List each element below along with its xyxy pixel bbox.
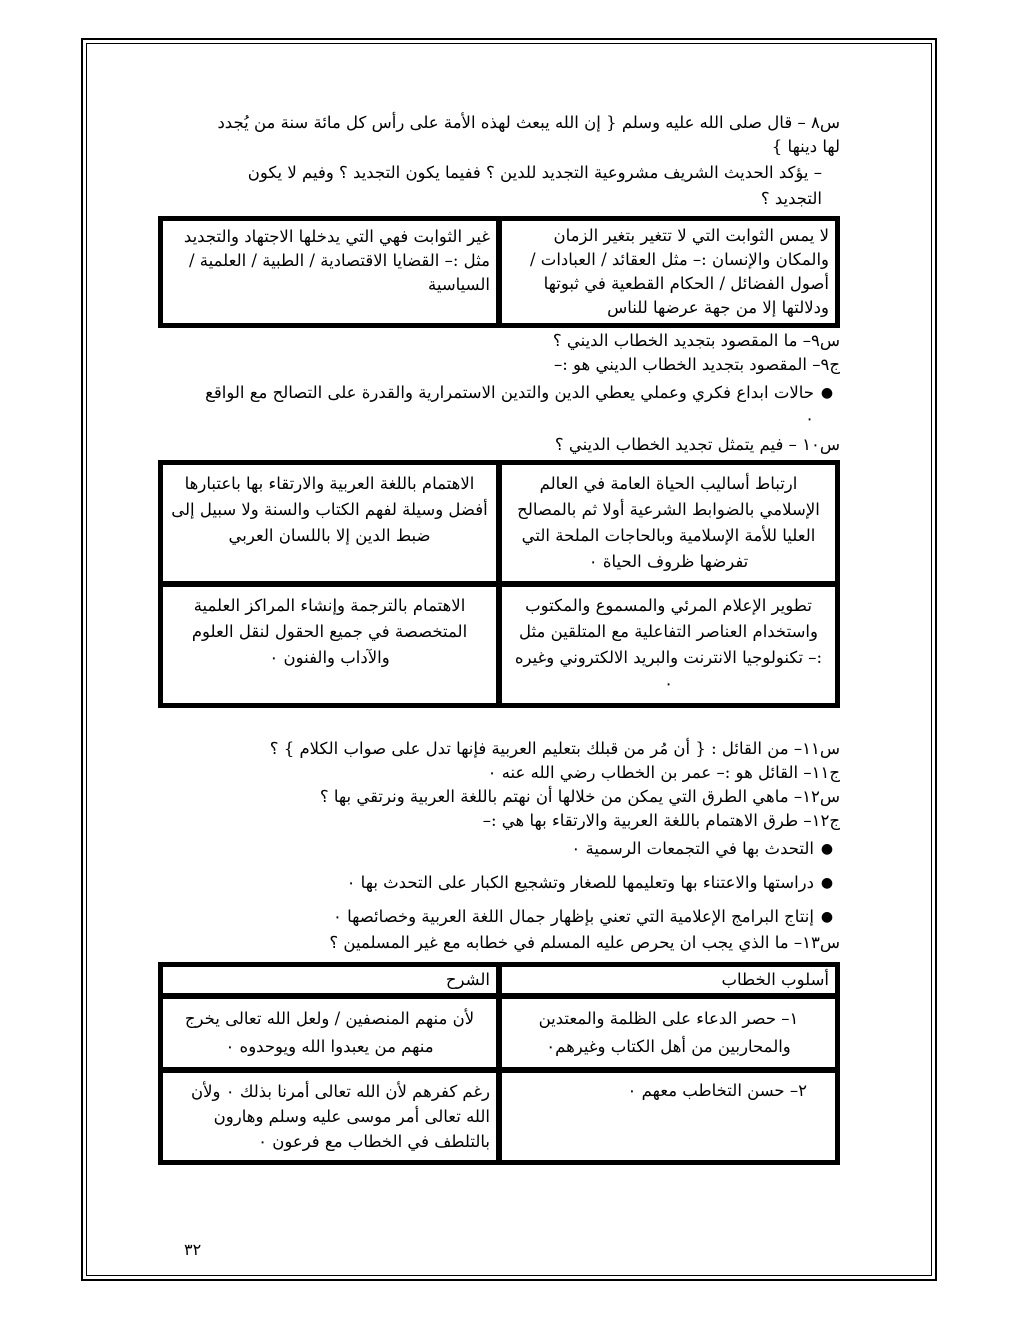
q8-cell-constants: لا يمس الثوابت التي لا تتغير بتغير الزمان والمكان والإنسان :– مثل العقائد / العبادات / أصول الفضائل / الحكام القطعية في ثبوتها ودلالتها إلا من جهة عرضها للناس — [502, 221, 835, 323]
q13-cell-style-2: ٢– حسن التخاطب معهم ٠ — [502, 1073, 835, 1160]
q12-bullet-2: ● دراستها والاعتناء بها وتعليمها للصغار وتشجيع الكبار على التحدث بها ٠ — [172, 870, 840, 896]
bullet-icon: ● — [820, 909, 834, 925]
q8-table — [158, 216, 840, 328]
bullet-icon: ● — [820, 841, 834, 857]
page-content — [172, 110, 840, 1165]
q11-answer: ج١١– القائل هو :– عمر بن الخطاب رضي الله عنه ٠ — [487, 763, 840, 782]
q13-cell-explanation-2: رغم كفرهم لأن الله تعالى أمرنا بذلك ٠ ولأن الله تعالى أمر موسى عليه وسلم وهارون بالتلطف في الخطاب مع فرعون ٠ — [163, 1073, 496, 1160]
bullet-icon: ● — [820, 875, 834, 891]
q12-question: س١٢– ماهي الطرق التي يمكن من خلالها أن نهتم باللغة العربية ونرتقي بها ؟ — [319, 787, 840, 806]
q10-question: س١٠ – فيم يتمثل تجديد الخطاب الديني ؟ — [554, 435, 840, 454]
q8-question-line1: س٨ – قال صلى الله عليه وسلم { إن الله يبعث لهذه الأمة على رأس كل مائة سنة من يُجدد — [217, 113, 840, 132]
bullet-icon: ● — [820, 385, 834, 401]
q8-question-line2: لها دينها } — [771, 137, 840, 156]
q13-cell-style-1: ١– حصر الدعاء على الظلمة والمعتدين والمحاربين من أهل الكتاب وغيرهم٠ — [502, 999, 835, 1067]
q9-answer: ج٩– المقصود بتجديد الخطاب الديني هو :– — [553, 355, 840, 374]
q12-bullet-1: ● التحدث بها في التجمعات الرسمية ٠ — [172, 836, 840, 862]
q8-variables-line2: مثل :– القضايا الاقتصادية / الطبية / العلمية / السياسية — [188, 251, 490, 294]
q10-table — [158, 460, 840, 708]
q8-variables-line1: غير الثوابت فهي التي يدخلها الاجتهاد والتجديد — [183, 227, 490, 246]
q10-cell-media: تطوير الإعلام المرئي والمسموع والمكتوب واستخدام العناصر التفاعلية مع المتلقين مثل :– تكنولوجيا الانترنت والبريد الالكتروني وغيره ٠ — [502, 587, 835, 703]
q13-table — [158, 962, 840, 1165]
q13-question: س١٣– ما الذي يجب ان يحرص عليه المسلم في خطابه مع غير المسلمين ؟ — [329, 933, 840, 952]
q13-cell-explanation-1: لأن منهم المنصفين / ولعل الله تعالى يخرج منهم من يعبدوا الله ويوحدوه ٠ — [163, 999, 496, 1067]
q9-bullet: ● حالات ابداع فكري وعملي يعطي الدين والتدين الاستمرارية والقدرة على التصالح مع الواقع ٠ — [172, 380, 840, 432]
q11-question: س١١– من القائل : { أن مُر من قبلك بتعليم العربية فإنها تدل على صواب الكلام } ؟ — [269, 739, 840, 758]
q13-header-style: أسلوب الخطاب — [502, 967, 835, 993]
q10-cell-translation: الاهتمام بالترجمة وإنشاء المراكز العلمية المتخصصة في جميع الحقول لنقل العلوم والآداب والفنون ٠ — [163, 587, 496, 703]
page-number: ٣٢ — [184, 1240, 202, 1259]
q10-cell-arabic: الاهتمام باللغة العربية والارتقاء بها باعتبارها أفضل وسيلة لفهم الكتاب والسنة ولا سبيل إلى ضبط الدين إلا باللسان العربي — [163, 465, 496, 581]
q12-bullet-3: ● إنتاج البرامج الإعلامية التي تعني بإظهار جمال اللغة العربية وخصائصها ٠ — [172, 904, 840, 930]
q12-answer: ج١٢– طرق الاهتمام باللغة العربية والارتقاء بها هي :– — [482, 811, 840, 830]
q13-header-explanation: الشرح — [163, 967, 496, 993]
q8-sub-question: – يؤكد الحديث الشريف مشروعية التجديد للدين ؟ ففيما يكون التجديد ؟ وفيم لا يكون التجديد ؟ — [247, 163, 822, 208]
q8-cell-variables — [163, 221, 496, 323]
q10-cell-lifestyle: ارتباط أساليب الحياة العامة في العالم الإسلامي بالضوابط الشرعية أولا ثم بالمصالح العليا للأمة الإسلامية وبالحاجات الملحة التي تفرضها ظروف الحياة ٠ — [502, 465, 835, 581]
q9-question: س٩– ما المقصود بتجديد الخطاب الديني ؟ — [552, 331, 840, 350]
